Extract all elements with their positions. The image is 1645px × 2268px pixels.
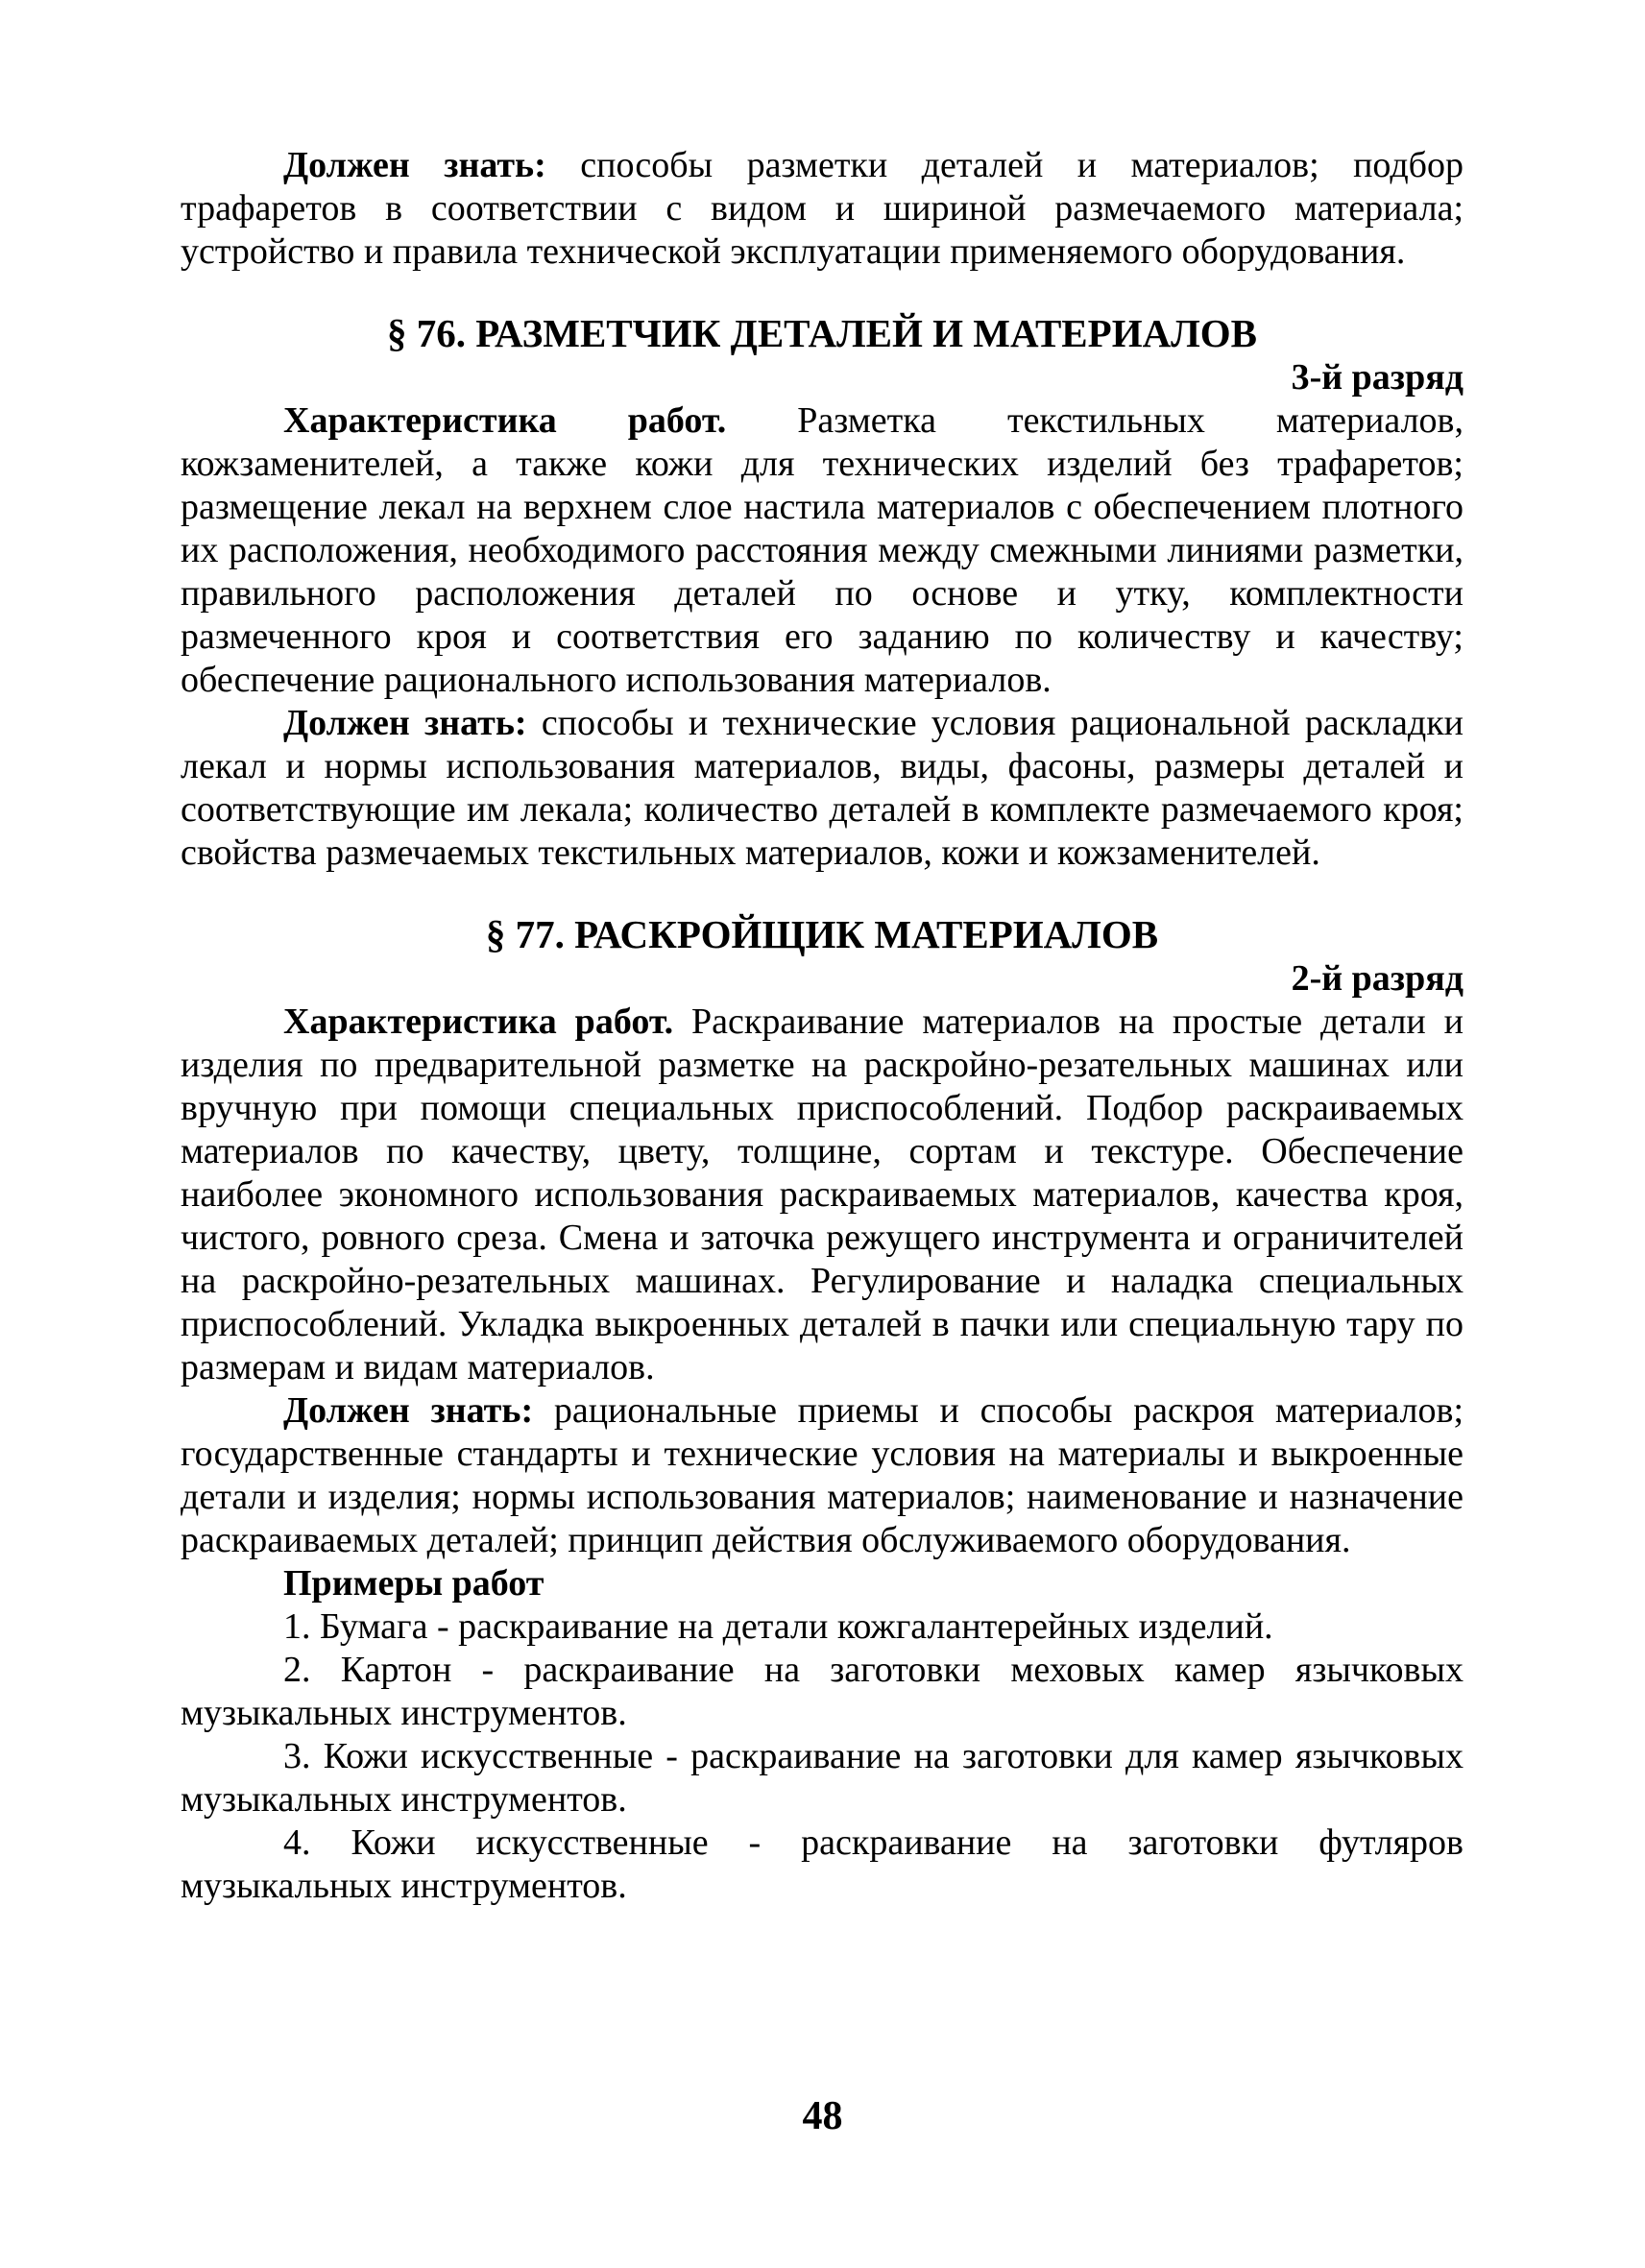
section-76-knowledge-lead: Должен знать: <box>283 703 527 743</box>
example-item-4: 4. Кожи искусственные - раскраивание на заготовки футляров музыкальных инструментов. <box>181 1822 1464 1906</box>
section-77-title: § 77. РАСКРОЙЩИК МАТЕРИАЛОВ <box>485 912 1159 956</box>
intro-text: способы разметки деталей и материалов; подбор трафаретов в соответствии с видом и шириной размечаемого материала; устройство и правила технической эксплуатации применяемого оборудования. <box>181 145 1464 272</box>
section-77-knowledge-text: рациональные приемы и способы раскроя материалов; государственные стандарты и технические условия на материалы и выкроенные детали и изделия; нормы использования материалов; наименование и назначение раскраиваемых деталей; принцип действия обслуживаемого оборудования. <box>181 1390 1464 1560</box>
section-77-characteristic-text: Раскраивание материалов на простые детали и изделия по предварительной разметке на раскройно-резательных машинах или вручную при помощи специальных приспособлений. Подбор раскраиваемых материалов по качеству, цвету, толщине, сортам и текстуре. Обеспечение наиболее экономного использования раскраиваемых материалов, качества кроя, чистого, ровного среза. Смена и заточка режущего инструмента и ограничителей на раскройно-резательных машинах. Регулирование и наладка специальных приспособлений. Укладка выкроенных деталей в пачки или специальную тару по размерам и видам материалов. <box>181 1001 1464 1387</box>
section-76-characteristic <box>181 399 1464 702</box>
intro-lead: Должен знать: <box>283 145 546 185</box>
example-item-2: 2. Картон - раскраивание на заготовки меховых камер язычковых музыкальных инструментов. <box>181 1650 1464 1733</box>
examples-title: Примеры работ <box>283 1563 544 1604</box>
section-76-characteristic-text: Разметка текстильных материалов, кожзаменителей, а также кожи для технических изделий без трафаретов; размещение лекал на верхнем слое настила материалов с обеспечением плотного их расположения, необходимого расстояния между смежными линиями разметки, правильного расположения деталей по основе и утку, комплектности размеченного кроя и соответствия его заданию по количеству и качеству; обеспечение рационального использования материалов. <box>181 400 1464 700</box>
section-77-characteristic-lead: Характеристика работ. <box>283 1001 674 1042</box>
document-page <box>181 144 1464 1908</box>
example-item-1: 1. Бумага - раскраивание на детали кожгалантерейных изделий. <box>283 1606 1273 1647</box>
example-item-3: 3. Кожи искусственные - раскраивание на заготовки для камер язычковых музыкальных инструментов. <box>181 1736 1464 1820</box>
section-76-title: § 76. РАЗМЕТЧИК ДЕТАЛЕЙ И МАТЕРИАЛОВ <box>386 311 1257 355</box>
section-77-grade: 2-й разряд <box>1291 958 1464 999</box>
intro-paragraph <box>181 144 1464 274</box>
section-77-knowledge <box>181 1389 1464 1562</box>
section-77-characteristic <box>181 1001 1464 1389</box>
section-77-knowledge-lead: Должен знать: <box>283 1390 534 1431</box>
section-76-grade: 3-й разряд <box>1291 357 1464 398</box>
section-76-characteristic-lead: Характеристика работ. <box>283 400 727 441</box>
page-number: 48 <box>802 2094 843 2138</box>
section-76-knowledge <box>181 702 1464 875</box>
section-76-knowledge-text: способы и технические условия рациональной раскладки лекал и нормы использования материалов, виды, фасоны, размеры деталей и соответствующие им лекала; количество деталей в комплекте размечаемого кроя; свойства размечаемых текстильных материалов, кожи и кожзаменителей. <box>181 703 1464 873</box>
